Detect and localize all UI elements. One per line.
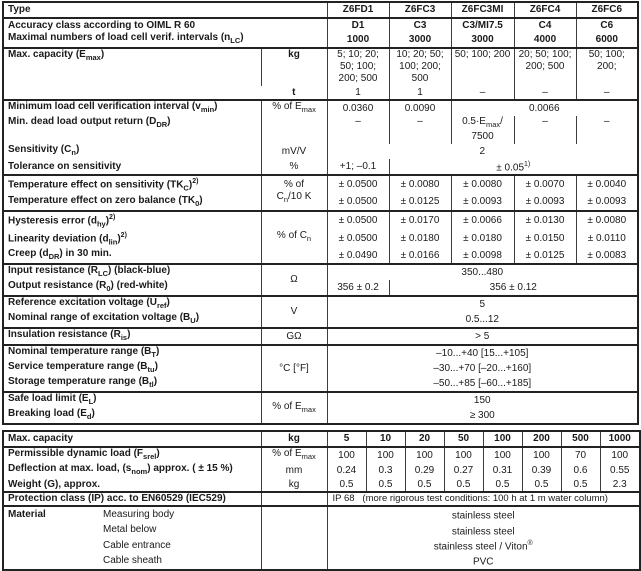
value-cell: 0.5: [483, 478, 522, 492]
value-cell: Z6FC3MI: [451, 2, 514, 18]
value-cell: 5: [327, 431, 366, 447]
value-cell: –: [514, 116, 576, 144]
value-cell: 0.29: [405, 463, 444, 478]
label-accuracy-class: Accuracy class according to OIML R 60: [8, 19, 196, 31]
label-hysteresis: Hysteresis error $(d_{hy})^{2)}$: [8, 213, 116, 228]
label-type: Type: [3, 2, 327, 18]
label-excitation-range: Nominal range of excitation voltage $(B_U)$: [3, 312, 261, 328]
value-cell: 0.0360: [327, 100, 389, 116]
unit-cell: [261, 553, 327, 569]
unit-cell: % of $E_{max}$: [261, 100, 327, 116]
value-cell-fraction: $0.5\cdot E_{max}/$ 7500: [451, 116, 514, 144]
value-cell: ± 0.0125: [514, 248, 576, 264]
label-insulation-resistance: Insulation resistance $(R_{is})$: [3, 328, 261, 345]
value-cell: 0.55: [600, 463, 640, 478]
value-cell: 1: [327, 86, 389, 100]
unit-cell: t: [261, 86, 327, 100]
label-storage-temperature: Storage temperature range $(B_{tl})$: [3, 376, 261, 392]
label-material-part: Metal below: [103, 524, 157, 536]
value-cell: 10: [366, 431, 405, 447]
label-dead-load-output-return: Min. dead load output return $(D_{DR})$: [8, 116, 171, 129]
value-cell: PVC: [327, 553, 640, 569]
value-cell: 100: [483, 447, 522, 463]
value-cell: IP 68 (more rigorous test conditions: 100 h at 1 m water column): [327, 492, 640, 506]
value-cell: 50; 100; 200;: [576, 48, 638, 86]
row-nominal-temperature: [3, 345, 638, 361]
value-cell: ± 0.0083: [576, 248, 638, 264]
value-cell: 2: [327, 144, 638, 159]
label-material: Material Measuring body: [8, 508, 175, 520]
label-breaking-load: Breaking load $(E_d)$: [8, 408, 95, 422]
value-cell: ± 0.0093: [514, 195, 576, 211]
value-cell: 0.5: [522, 478, 561, 492]
value-cell: ± 0.0098: [451, 248, 514, 264]
value-cell: ± 0.0080: [576, 211, 638, 230]
label-verification-intervals: Maximal numbers of load cell verif. intervals $(n_{LC})$: [3, 32, 327, 48]
row-protection-class: [3, 492, 640, 506]
value-cell: ± 0.0093: [576, 195, 638, 211]
label-material-part: Cable sheath: [103, 554, 162, 566]
value-cell: 350...480: [327, 264, 638, 280]
value-cell: 0.5: [561, 478, 600, 492]
value-cell: 3000: [451, 32, 514, 48]
row-safe-load-limit: [3, 392, 638, 408]
value-cell: 50: [444, 431, 483, 447]
row-min-verification-interval: [3, 100, 638, 116]
value-cell: C4: [514, 18, 576, 32]
label-creep: Creep $(d_{DR})$ in 30 min.: [3, 248, 261, 264]
value-cell: 5; 10; 20; 50; 100; 200; 500: [327, 48, 389, 86]
value-cell: ± 0.0490: [327, 248, 389, 264]
value-cell: 1000: [600, 431, 640, 447]
label-input-resistance: Input resistance $(R_{LC})$ (black-blue): [8, 265, 171, 279]
value-cell: 356 ± 0.12: [389, 280, 638, 296]
value-cell: 0.3: [366, 463, 405, 478]
value-cell: ± 0.0080: [389, 175, 451, 194]
value-cell: ± 0.0125: [389, 195, 451, 211]
row-reference-excitation: [3, 296, 638, 312]
value-cell: ± $0.05^{1)}$: [389, 159, 638, 175]
value-cell: ± 0.0180: [389, 230, 451, 248]
value-cell: –: [327, 116, 389, 144]
label-min-verification-interval: Minimum load cell verification interval $(v_{min})$: [8, 101, 218, 114]
label-temp-effect-zero: Temperature effect on zero balance $(TK_0)$: [3, 195, 261, 211]
unit-cell: mV/V: [261, 144, 327, 159]
unit-cell: kg: [261, 478, 327, 492]
unit-cell: kg: [261, 431, 327, 447]
value-cell: 200: [522, 431, 561, 447]
label-safe-load-limit: Safe load limit $(E_L)$: [8, 393, 97, 407]
value-cell: ± 0.0180: [451, 230, 514, 248]
label-dynamic-load: Permissible dynamic load $(F_{srel})$: [8, 448, 160, 462]
value-cell: +1; –0.1: [327, 159, 389, 175]
value-cell: –: [576, 86, 638, 100]
value-cell: ± 0.0150: [514, 230, 576, 248]
unit-cell: % of $E_{max}$: [261, 447, 327, 463]
value-cell: ± 0.0500: [327, 211, 389, 230]
label-service-temperature: Service temperature range $(B_{tu})$: [8, 361, 158, 375]
value-cell: stainless steel / Viton®: [327, 538, 640, 553]
value-cell: 20: [405, 431, 444, 447]
value-cell: 5: [327, 296, 638, 312]
value-cell: 20; 50; 100; 200; 500: [514, 48, 576, 86]
value-cell: C3: [389, 18, 451, 32]
value-cell: 100: [444, 447, 483, 463]
value-cell: ± 0.0500: [327, 195, 389, 211]
row-hysteresis: [3, 211, 638, 230]
value-cell: D1: [327, 18, 389, 32]
value-cell: 500: [561, 431, 600, 447]
value-cell: ± 0.0070: [514, 175, 576, 194]
value-cell: 1: [389, 86, 451, 100]
row-weight: [3, 478, 640, 492]
value-cell: 0.24: [327, 463, 366, 478]
label-weight: Weight (G), approx.: [3, 478, 261, 492]
unit-cell: GΩ: [261, 328, 327, 345]
value-cell: –30...+70 [–20...+160]: [327, 361, 638, 376]
row-sensitivity: [3, 144, 638, 159]
value-cell: ± 0.0110: [576, 230, 638, 248]
unit-cell: Ω: [261, 264, 327, 296]
value-cell: –10...+40 [15...+105]: [327, 345, 638, 361]
value-cell: Z6FD1: [327, 2, 389, 18]
unit-cell: % of $C_n$: [261, 211, 327, 265]
value-cell: 100: [405, 447, 444, 463]
value-cell: 0.5...12: [327, 312, 638, 328]
value-cell: Z6FC3: [389, 2, 451, 18]
row-material-measuring-body: [3, 506, 640, 522]
row-max-capacity-kg: [3, 48, 638, 86]
label-nominal-temperature: Nominal temperature range $(B_T)$: [8, 346, 160, 360]
value-cell: 0.0090: [389, 100, 451, 116]
value-cell: ± 0.0040: [576, 175, 638, 194]
value-cell: 0.0066: [451, 100, 638, 116]
value-cell: stainless steel: [327, 506, 640, 522]
row-temp-effect-sensitivity: [3, 175, 638, 194]
value-cell: 70: [561, 447, 600, 463]
value-cell: –50...+85 [–60...+185]: [327, 376, 638, 392]
unit-cell: [261, 538, 327, 553]
value-cell: 6000: [576, 32, 638, 48]
value-cell: –: [451, 86, 514, 100]
value-cell: C3/MI7.5: [451, 18, 514, 32]
row-type: [3, 2, 638, 18]
value-cell: 0.39: [522, 463, 561, 478]
value-cell: 1000: [327, 32, 389, 48]
value-cell: ± 0.0130: [514, 211, 576, 230]
row-dead-load-output-return: [3, 116, 638, 144]
value-cell: 100: [522, 447, 561, 463]
value-cell: 100: [366, 447, 405, 463]
row-insulation-resistance: [3, 328, 638, 345]
value-cell: 4000: [514, 32, 576, 48]
unit-cell: mm: [261, 463, 327, 478]
unit-cell: [261, 492, 327, 506]
unit-cell: %: [261, 159, 327, 175]
value-cell: > 5: [327, 328, 638, 345]
spec-table-capacity: [2, 430, 641, 570]
value-cell: –: [389, 116, 451, 144]
value-cell: 0.6: [561, 463, 600, 478]
unit-cell: V: [261, 296, 327, 328]
label-tolerance-sensitivity: Tolerance on sensitivity: [3, 159, 261, 175]
value-cell: ≥ 300: [327, 408, 638, 424]
unit-cell: [261, 506, 327, 522]
unit-cell: kg: [261, 48, 327, 86]
row-material-cable-sheath: [3, 553, 640, 569]
label-material-part: Cable entrance: [103, 539, 171, 551]
spec-table-main: [2, 1, 639, 425]
value-cell: 100: [327, 447, 366, 463]
row-accuracy-class: [3, 18, 638, 32]
value-cell: 0.5: [444, 478, 483, 492]
value-cell: 2.3: [600, 478, 640, 492]
label-sensitivity: Sensitivity $(C_n)$: [8, 144, 80, 157]
value-cell: ± 0.0170: [389, 211, 451, 230]
value-cell: 3000: [389, 32, 451, 48]
row-tolerance-sensitivity: [3, 159, 638, 175]
value-cell: C6: [576, 18, 638, 32]
value-cell: 150: [327, 392, 638, 408]
value-cell: 10; 20; 50; 100; 200; 500: [389, 48, 451, 86]
row-input-resistance: [3, 264, 638, 280]
unit-cell: [261, 523, 327, 538]
value-cell: –: [576, 116, 638, 144]
value-cell: 356 ± 0.2: [327, 280, 389, 296]
row-material-metal-below: [3, 523, 640, 538]
label-max-capacity: Max. capacity $(E_{max})$: [3, 48, 261, 100]
value-cell: ± 0.0066: [451, 211, 514, 230]
unit-cell: [261, 116, 327, 144]
value-cell: 0.5: [366, 478, 405, 492]
label-output-resistance: Output resistance $(R_0)$ (red-white): [3, 280, 261, 296]
value-cell: 0.5: [405, 478, 444, 492]
unit-cell: % of $C_n/10$ K: [261, 175, 327, 210]
value-cell: ± 0.0080: [451, 175, 514, 194]
label-linearity: Linearity deviation $(d_{lin})^{2)}$: [8, 231, 127, 247]
label-deflection: Deflection at max. load, $(s_{nom})$ approx. ( ± 15 %): [8, 463, 233, 477]
value-cell: Z6FC6: [576, 2, 638, 18]
row-capacity-header: [3, 431, 640, 447]
value-cell: 100: [483, 431, 522, 447]
label-capacity-header: Max. capacity: [3, 431, 261, 447]
unit-cell: % of $E_{max}$: [261, 392, 327, 424]
value-cell: ± 0.0500: [327, 175, 389, 194]
row-verification-intervals: [3, 32, 638, 48]
value-cell: 100: [600, 447, 640, 463]
value-cell: 0.5: [327, 478, 366, 492]
label-protection-class: Protection class (IP) acc. to EN60529 (IEC529): [3, 492, 261, 506]
row-material-cable-entrance: [3, 538, 640, 553]
value-cell: –: [514, 86, 576, 100]
label-reference-excitation: Reference excitation voltage $(U_{ref})$: [8, 297, 170, 311]
value-cell: 50; 100; 200: [451, 48, 514, 86]
row-deflection: [3, 463, 640, 478]
value-cell: stainless steel: [327, 523, 640, 538]
unit-cell: °C [°F]: [261, 345, 327, 392]
value-cell: ± 0.0500: [327, 230, 389, 248]
label-temp-effect-sensitivity: Temperature effect on sensitivity $(TK_C)^{2)}$: [8, 178, 199, 193]
row-dynamic-load: [3, 447, 640, 463]
value-cell: Z6FC4: [514, 2, 576, 18]
value-cell: ± 0.0093: [451, 195, 514, 211]
value-cell: 0.31: [483, 463, 522, 478]
value-cell: 0.27: [444, 463, 483, 478]
value-cell: ± 0.0166: [389, 248, 451, 264]
